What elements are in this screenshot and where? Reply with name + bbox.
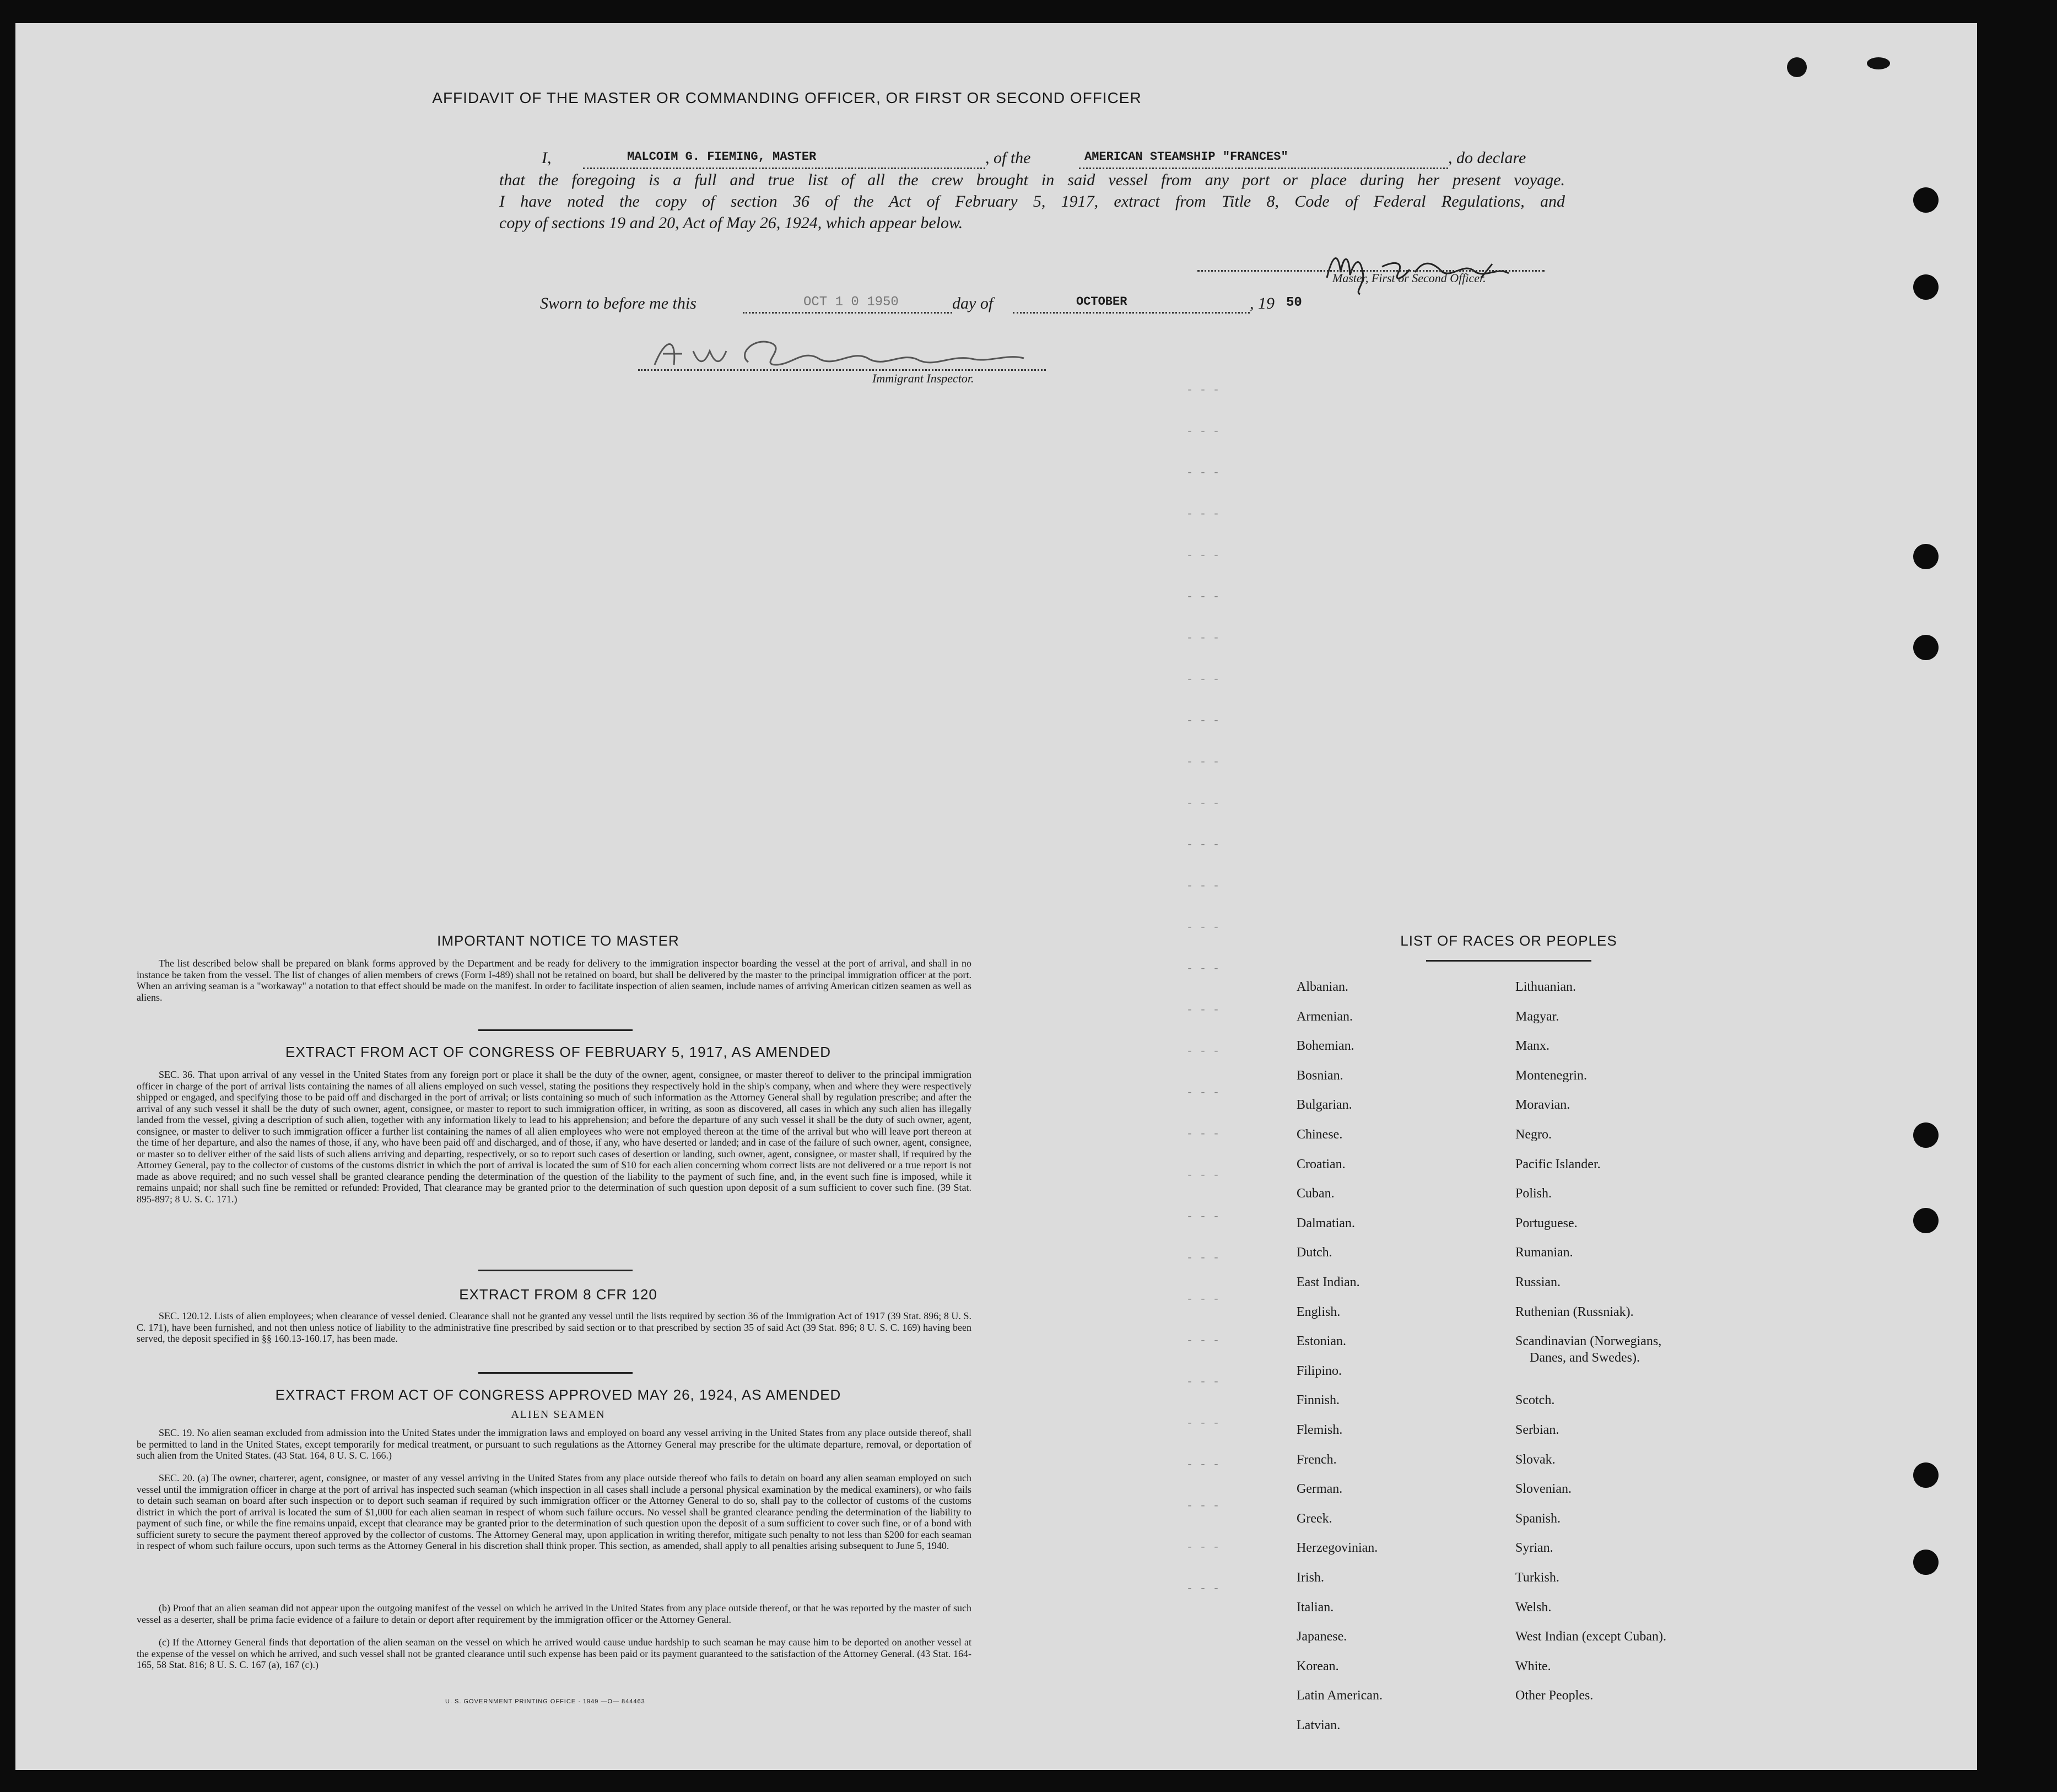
ink-mark: [1867, 57, 1890, 69]
punch-hole: [1913, 544, 1939, 569]
race-left-item: Korean.: [1297, 1659, 1339, 1674]
race-right-item: Magyar.: [1515, 1009, 1559, 1024]
race-right-item: Russian.: [1515, 1275, 1561, 1289]
race-left-item: Estonian.: [1297, 1334, 1346, 1349]
race-right-item: Manx.: [1515, 1039, 1550, 1054]
race-right-item: Serbian.: [1515, 1423, 1559, 1437]
race-right-item: Rumanian.: [1515, 1245, 1573, 1260]
master-name-line: [583, 168, 985, 169]
race-left-item: East Indian.: [1297, 1275, 1360, 1289]
bleed-through-dash: - - -: [1186, 1500, 1220, 1513]
extract-1924-title: EXTRACT FROM ACT OF CONGRESS APPROVED MAY 26, 1924, AS AMENDED: [275, 1386, 841, 1403]
affidavit-line3: I have noted the copy of section 36 of the Act of February 5, 1917, extract from Title 8, Code of Federal Regulations, and: [499, 192, 1565, 210]
bleed-through-dash: - - -: [1186, 673, 1220, 686]
race-right-item: Ruthenian (Russniak).: [1515, 1304, 1634, 1319]
race-right-item: West Indian (except Cuban).: [1515, 1629, 1666, 1644]
bleed-through-dash: - - -: [1186, 1252, 1220, 1265]
race-left-item: Italian.: [1297, 1600, 1334, 1615]
race-left-item: Chinese.: [1297, 1127, 1343, 1142]
notice-body: The list described below shall be prepared on blank forms approved by the Department and be ready for delivery to the immigration inspector boarding the vessel at the port of arrival, and shall in no instance be taken from the vessel. The list of changes of alien members of crews (Form I-489) shall not be retained on board, but shall be delivered by the master to the principal immigration officer at the port. When an arriving seaman is a "workaway" a notation to that effect should be made on the manifest. In order to facilitate inspection of alien seamen, include names of arriving American citizen seamen as well as aliens.: [137, 958, 971, 1003]
race-right-item: Lithuanian.: [1515, 980, 1576, 994]
extract-1924-subtitle: ALIEN SEAMEN: [511, 1408, 606, 1421]
do-declare-text: , do declare: [1448, 149, 1526, 167]
race-left-item: Latin American.: [1297, 1688, 1383, 1703]
bleed-through-dash: - - -: [1186, 1293, 1220, 1306]
bleed-through-dash: - - -: [1186, 1335, 1220, 1347]
bleed-through-dash: - - -: [1186, 1045, 1220, 1058]
race-right-item: White.: [1515, 1659, 1551, 1674]
bleed-through-dash: - - -: [1186, 797, 1220, 810]
bleed-through-dash: - - -: [1186, 1376, 1220, 1389]
inspector-signature-line: [638, 369, 1046, 371]
divider: [1426, 960, 1591, 962]
race-right-item: Scandinavian (Norwegians,: [1515, 1334, 1662, 1349]
race-right-item: Slovenian.: [1515, 1482, 1572, 1497]
race-right-item: Turkish.: [1515, 1570, 1559, 1585]
race-right-item: Pacific Islander.: [1515, 1157, 1601, 1172]
extract-cfr-title: EXTRACT FROM 8 CFR 120: [459, 1286, 657, 1303]
divider: [478, 1029, 633, 1031]
race-right-item: Other Peoples.: [1515, 1688, 1594, 1703]
vessel-name: AMERICAN STEAMSHIP "FRANCES": [1084, 150, 1288, 164]
race-right-item: Montenegrin.: [1515, 1068, 1587, 1083]
signer-caption: Master, First or Second Officer.: [1332, 271, 1486, 285]
race-right-item: Portuguese.: [1515, 1216, 1578, 1230]
bleed-through-dash: - - -: [1186, 384, 1220, 397]
race-left-item: Flemish.: [1297, 1423, 1343, 1437]
vessel-line: [1079, 168, 1448, 169]
race-left-item: English.: [1297, 1304, 1341, 1319]
bleed-through-dash: - - -: [1186, 1004, 1220, 1017]
race-left-item: Finnish.: [1297, 1393, 1340, 1408]
race-right-item: Negro.: [1515, 1127, 1552, 1142]
race-left-item: Bosnian.: [1297, 1068, 1343, 1083]
sec20c-body: (c) If the Attorney General finds that deportation of the alien seaman on the vessel on which he arrived would cause undue hardship to such seaman he may cause him to be deported on another vessel at the expense of the vessel on which he arrived, and such vessel shall not be granted clearance until such expense has been paid or its payment guaranteed to the satisfaction of the Attorney General. (43 Stat. 164-165, 58 Stat. 816; 8 U. S. C. 167 (a), 167 (c).): [137, 1637, 971, 1670]
punch-hole: [1913, 1462, 1939, 1488]
sec20b-body: (b) Proof that an alien seaman did not appear upon the outgoing manifest of the vessel on which he arrived in the United States from any place outside thereof, or that he was reported by the master of such vessel as a deserter, shall be prima facie evidence of a failure to detain or deport after requirement by the immigration officer or the Attorney General.: [137, 1602, 971, 1625]
ink-mark: [1787, 57, 1807, 77]
race-left-item: Irish.: [1297, 1570, 1324, 1585]
race-left-item: Dalmatian.: [1297, 1216, 1355, 1230]
sec20a-body: SEC. 20. (a) The owner, charterer, agent, consignee, or master of any vessel arriving in the United States from any place outside thereof who fails to detain on board any alien seaman employed on such vessel until the immigration officer in charge at the port of arrival has inspected such seaman (which inspection in all cases shall include a personal physical examination by the medical examiners), or who fails to detain such seaman on board after such inspection or to deport such seaman if required by such immigration officer or the Attorney General to do so, shall pay to the collector of customs of the customs district in which the port of arrival is located the sum of $1,000 for each alien seaman in respect of whom such failure occurs. No vessel shall be granted clearance pending the determination of the liability to payment of such fine, or while the fine remains unpaid, except that clearance may be granted prior to the determination of such question upon the deposit of a sum sufficient to cover such fine, or of a bond with sufficient surety to secure the payment thereof approved by the collector of customs. The Attorney General may, upon application in writing therefor, mitigate such penalty to not less than $200 for each seaman in respect of whom such failure occurs, upon such terms as the Attorney General in his discretion shall think proper. This section, as amended, shall apply to all penalties arising subsequent to June 5, 1940.: [137, 1472, 971, 1551]
bleed-through-dash: - - -: [1186, 715, 1220, 727]
sworn-text: Sworn to before me this: [540, 294, 697, 312]
bleed-through-dash: - - -: [1186, 1541, 1220, 1554]
race-left-item: Greek.: [1297, 1511, 1332, 1526]
extract-cfr-body: SEC. 120.12. Lists of alien employees; when clearance of vessel denied. Clearance shall not be granted any vessel until the lists required by section 36 of the Immigration Act of 1917 (39 Stat. 896; 8 U. S. C. 171), have been furnished, and not then unless notice of liability to the administrative fine prescribed by said section or to that prescribed by section 35 of said Act (39 Stat. 896; 8 U. S. C. 169) having been served, the deposit specified in §§ 160.13-160.17, has been made.: [137, 1310, 971, 1344]
affidavit-line4: copy of sections 19 and 20, Act of May 26, 1924, which appear below.: [499, 214, 963, 232]
races-title: LIST OF RACES OR PEOPLES: [1400, 932, 1617, 949]
bleed-through-dash: - - -: [1186, 880, 1220, 893]
bleed-through-dash: - - -: [1186, 839, 1220, 851]
punch-hole: [1913, 1122, 1939, 1148]
inspector-caption: Immigrant Inspector.: [872, 371, 974, 385]
bleed-through-dash: - - -: [1186, 921, 1220, 934]
affidavit-title: AFFIDAVIT OF THE MASTER OR COMMANDING OFFICER, OR FIRST OR SECOND OFFICER: [432, 89, 1142, 106]
month-line: [1013, 312, 1250, 314]
divider: [478, 1270, 633, 1271]
race-left-item: Filipino.: [1297, 1363, 1342, 1378]
bleed-through-dash: - - -: [1186, 1583, 1220, 1595]
sworn-date-stamp: OCT 1 0 1950: [803, 295, 899, 310]
race-left-item: Dutch.: [1297, 1245, 1332, 1260]
race-left-item: German.: [1297, 1482, 1343, 1497]
sworn-date-line: [743, 312, 952, 314]
race-right-item: Scotch.: [1515, 1393, 1555, 1408]
race-left-item: French.: [1297, 1452, 1337, 1467]
bleed-through-dash: - - -: [1186, 591, 1220, 603]
extract-1917-title: EXTRACT FROM ACT OF CONGRESS OF FEBRUARY 5, 1917, AS AMENDED: [285, 1044, 831, 1060]
race-left-item: Cuban.: [1297, 1186, 1335, 1201]
race-left-item: Herzegovinian.: [1297, 1541, 1378, 1556]
bleed-through-dash: - - -: [1186, 425, 1220, 438]
race-right-item: Danes, and Swedes).: [1530, 1351, 1640, 1365]
bleed-through-dash: - - -: [1186, 1417, 1220, 1430]
bleed-through-dash: - - -: [1186, 508, 1220, 521]
race-left-item: Japanese.: [1297, 1629, 1347, 1644]
bleed-through-dash: - - -: [1186, 1211, 1220, 1223]
race-right-item: Moravian.: [1515, 1098, 1570, 1113]
affidavit-line2: that the foregoing is a full and true list of all the crew brought in said vessel from any port or place during her present voyage.: [499, 171, 1565, 189]
bleed-through-dash: - - -: [1186, 632, 1220, 645]
bleed-through-dash: - - -: [1186, 1169, 1220, 1182]
race-right-item: Welsh.: [1515, 1600, 1552, 1615]
notice-title: IMPORTANT NOTICE TO MASTER: [437, 932, 679, 949]
race-left-item: Latvian.: [1297, 1718, 1341, 1732]
punch-hole: [1913, 1550, 1939, 1575]
year-suffix: 50: [1286, 295, 1302, 310]
master-signature: [1316, 223, 1547, 300]
printer-line: U. S. GOVERNMENT PRINTING OFFICE · 1949 —O— 844463: [445, 1698, 645, 1705]
punch-hole: [1913, 635, 1939, 660]
race-left-item: Armenian.: [1297, 1009, 1353, 1024]
punch-hole: [1913, 187, 1939, 213]
bleed-through-dash: - - -: [1186, 756, 1220, 769]
master-name: MALCOIM G. FIEMING, MASTER: [627, 150, 817, 164]
year-prefix: , 19: [1250, 294, 1275, 312]
bleed-through-dash: - - -: [1186, 963, 1220, 975]
race-left-item: Bohemian.: [1297, 1039, 1354, 1054]
bleed-through-dash: - - -: [1186, 467, 1220, 479]
bleed-through-dash: - - -: [1186, 1087, 1220, 1099]
of-the-text: , of the: [985, 149, 1031, 167]
race-right-item: Syrian.: [1515, 1541, 1553, 1556]
race-left-item: Bulgarian.: [1297, 1098, 1352, 1113]
bleed-through-dash: - - -: [1186, 1128, 1220, 1141]
punch-hole: [1913, 274, 1939, 300]
extract-1917-body: SEC. 36. That upon arrival of any vessel in the United States from any foreign port or place it shall be the duty of the owner, agent, consignee, or master thereof to deliver to the principal immigration officer in charge of the port of arrival lists containing the names of all aliens employed on such vessel, stating the positions they respectively hold in the ship's company, when and where they were respectively shipped or engaged, and specifying those to be paid off and discharged in the port of arrival; or lists containing so much of such information as the Attorney General shall by regulation prescribe; and after the arrival of any such vessel it shall be the duty of such owner, agent, consignee, or master to report to such immigration officer, in writing, as soon as discovered, all cases in which any such alien has illegally landed from the vessel, giving a description of such alien, together with any information likely to lead to his apprehension; and before the departure of any such vessel it shall be the duty of such owner, agent, consignee, or master to deliver to such immigration officer a further list containing the names of all alien employees who were not employed thereon at the time of the arrival but who will leave port thereon at the time of her departure, and also the names of those, if any, who have been paid off and discharged, and of those, if any, who have deserted or landed; and in case of the failure of such owner, agent, consignee, or master so to deliver either of the said lists of such aliens arriving and departing, respectively, or so to report such cases of desertion or landing, such owner, agent, consignee, or master shall, if required by the Attorney General, pay to the collector of customs of the customs district in which the port of arrival is located the sum of $10 for each alien concerning whom correct lists are not delivered or a true report is not made as above required; and no such vessel shall be granted clearance pending the determination of the question of the liability to the payment of such fine, and, in the event such fine is imposed, while it remains unpaid; nor shall such fine be remitted or refunded: Provided, That clearance may be granted prior to the determination of such question upon deposit of a sum sufficient to cover such fine. (39 Stat. 895-897; 8 U. S. C. 171.): [137, 1069, 971, 1205]
punch-hole: [1913, 1208, 1939, 1233]
bleed-through-dash: - - -: [1186, 549, 1220, 562]
race-left-item: Croatian.: [1297, 1157, 1346, 1172]
sec19-body: SEC. 19. No alien seaman excluded from admission into the United States under the immigration laws and employed on board any vessel arriving in the United States from any place outside thereof, shall be permitted to land in the United States, except temporarily for medical treatment, or pursuant to such regulations as the Attorney General may prescribe for the ultimate departure, removal, or deportation of such alien from the United States. (43 Stat. 164, 8 U. S. C. 166.): [137, 1427, 971, 1461]
bleed-through-dash: - - -: [1186, 1459, 1220, 1471]
document-page: [15, 23, 1977, 1770]
sworn-month: OCTOBER: [1076, 295, 1127, 309]
divider: [478, 1372, 633, 1374]
affidavit-i: I,: [542, 149, 552, 167]
race-right-item: Spanish.: [1515, 1511, 1561, 1526]
race-left-item: Albanian.: [1297, 980, 1348, 994]
day-of-text: day of: [952, 294, 994, 312]
race-right-item: Polish.: [1515, 1186, 1552, 1201]
race-right-item: Slovak.: [1515, 1452, 1556, 1467]
